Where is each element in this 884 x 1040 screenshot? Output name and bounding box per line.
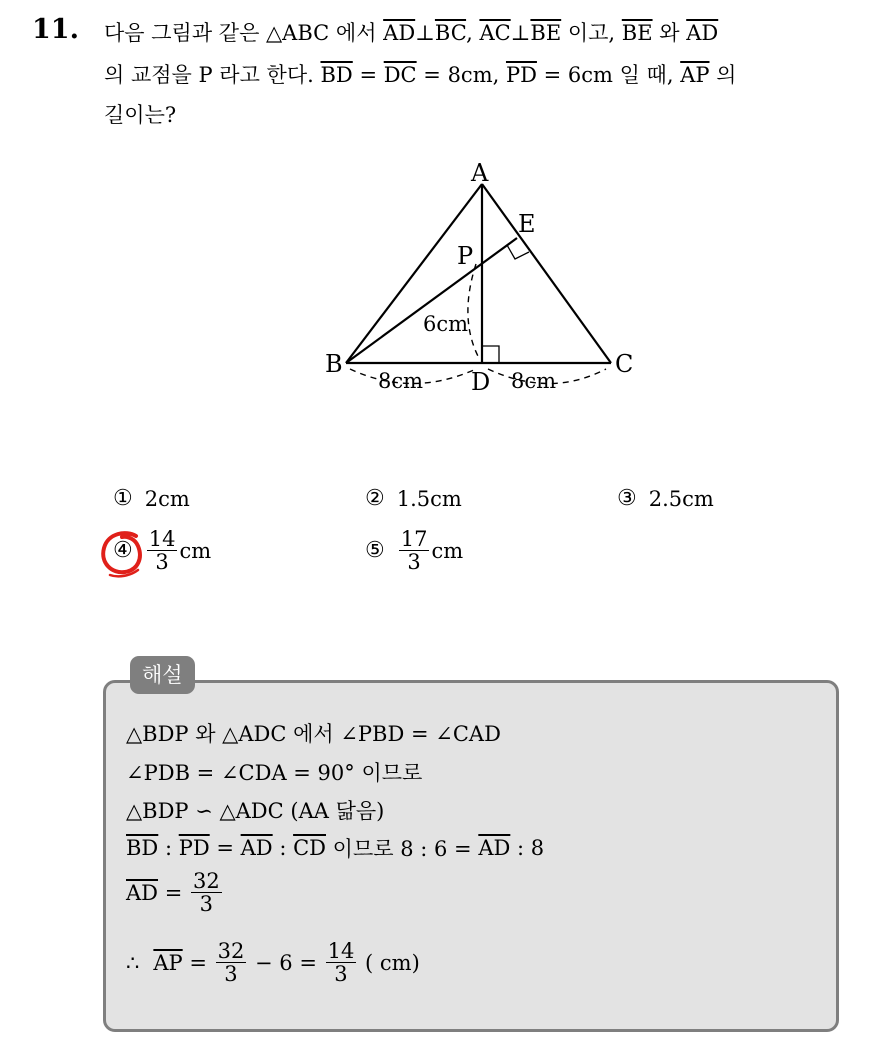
expl-unit: ( cm): [358, 950, 420, 975]
explanation-line-5: [126, 870, 224, 915]
explanation-line-6: [126, 940, 420, 985]
overline-segment: $\overline{DC}$: [383, 63, 417, 87]
explanation-line-1: [126, 718, 501, 748]
therefore-symbol: ∴: [126, 950, 140, 975]
explanation-line-3: [126, 795, 384, 825]
choice-2-mark: ②: [365, 486, 385, 511]
text-segment: 이므로 8 : 6 =: [326, 837, 479, 861]
text-segment: 이고,: [561, 21, 622, 45]
text-segment: :: [272, 836, 294, 860]
choice-1-mark: ①: [113, 486, 133, 511]
explanation-line-2: [126, 757, 422, 787]
overline-segment: $\overline{AD}$: [240, 836, 273, 860]
explanation-line-4: [126, 833, 544, 863]
choice-5-denominator: 3: [407, 550, 421, 575]
text-segment: =: [209, 836, 241, 860]
label-b: B: [325, 350, 343, 378]
choice-5-numerator: 17: [400, 527, 428, 551]
choice-3[interactable]: [617, 486, 714, 511]
expl-frac-32-3: [191, 870, 222, 915]
expl-frac-den-2: 3: [334, 962, 348, 987]
label-bd-length: 8cm: [378, 369, 424, 393]
overline-segment: $\overline{CD}$: [293, 836, 326, 860]
expl-frac-14-3: [326, 940, 357, 985]
expl-frac-32-3-b: [216, 940, 247, 985]
choice-1-text: 2cm: [144, 486, 190, 511]
text-segment: : 8: [510, 836, 545, 860]
overline-segment: $\overline{PD}$: [505, 63, 537, 87]
question-line-1: [104, 17, 718, 47]
overline-segment: $\overline{BC}$: [434, 21, 467, 45]
overline-segment: $\overline{AD}$: [478, 836, 511, 860]
choice-4-unit: cm: [179, 538, 212, 563]
choice-2[interactable]: [365, 486, 462, 511]
overline-segment: $\overline{PD}$: [178, 836, 210, 860]
dashed-arc-pd: [468, 264, 480, 360]
choice-3-mark: ③: [617, 486, 637, 511]
explanation-tag: 해설: [130, 656, 195, 694]
expl-frac-num-2: 14: [327, 939, 355, 963]
expl-eq1: =: [182, 950, 214, 975]
text-segment: ∠PDB = ∠CDA = 90° 이므로: [126, 761, 423, 785]
choice-5[interactable]: [365, 528, 463, 573]
choice-4-numerator: 14: [148, 527, 176, 551]
text-segment: ⊥: [510, 21, 531, 45]
expl-frac-den: 3: [199, 892, 214, 917]
overline-segment: $\overline{BD}$: [126, 836, 159, 860]
text-segment: :: [158, 836, 179, 860]
side-ac: [482, 184, 611, 363]
text-segment: 의 교점을 P 라고 한다.: [104, 63, 321, 87]
text-segment: 와: [652, 21, 687, 45]
choice-2-text: 1.5cm: [396, 486, 462, 511]
label-e: E: [518, 210, 536, 238]
label-p: P: [457, 242, 474, 270]
text-segment: = 6cm 일 때,: [536, 63, 681, 87]
text-segment: △BDP ∽ △ADC (AA 닮음): [126, 799, 385, 823]
text-segment: =: [352, 63, 384, 87]
segment-be: [346, 238, 517, 363]
label-d: D: [471, 368, 491, 396]
expl-frac-num: 32: [192, 869, 220, 893]
overline-segment: $\overline{AD}$: [383, 21, 416, 45]
choice-4-denominator: 3: [155, 550, 169, 575]
text-segment: 길이는?: [104, 103, 177, 127]
choice-5-fraction: [399, 528, 430, 573]
choice-5-mark: ⑤: [365, 538, 385, 564]
question-line-3: [104, 99, 176, 129]
right-angle-d: [482, 346, 499, 363]
question-number: 11.: [32, 14, 79, 45]
expl-ap: $\overline{AP}$: [153, 950, 183, 975]
overline-segment: $\overline{BD}$: [320, 63, 353, 87]
triangle-figure: [300, 150, 660, 410]
label-pd-length: 6cm: [423, 312, 469, 336]
expl-eq: =: [158, 880, 189, 905]
text-segment: ⊥: [415, 21, 435, 45]
text-segment: 다음 그림과 같은 △ABC 에서: [104, 21, 384, 45]
label-dc-length: 8cm: [511, 369, 557, 393]
choice-3-text: 2.5cm: [648, 486, 714, 511]
expl-ad: $\overline{AD}$: [126, 880, 159, 905]
side-ab: [346, 184, 482, 363]
text-segment: ,: [466, 21, 480, 45]
overline-segment: $\overline{BE}$: [621, 21, 653, 45]
choice-4-mark: ④: [113, 538, 133, 564]
overline-segment: $\overline{BE}$: [530, 21, 562, 45]
choice-1[interactable]: [113, 486, 190, 511]
expl-frac-den-1: 3: [224, 962, 238, 987]
choice-4-fraction: [147, 528, 178, 573]
label-a: A: [471, 159, 489, 187]
question-line-2: [104, 59, 736, 89]
answer-circle-mark: [98, 528, 148, 580]
expl-minus: − 6 =: [248, 950, 324, 975]
text-segment: △BDP 와 △ADC 에서 ∠PBD = ∠CAD: [126, 722, 501, 746]
right-angle-e: [507, 245, 529, 259]
label-c: C: [615, 350, 634, 378]
choice-5-unit: cm: [431, 538, 464, 563]
expl-frac-num-1: 32: [217, 939, 245, 963]
text-segment: = 8cm,: [416, 63, 506, 87]
text-segment: 의: [709, 63, 737, 87]
overline-segment: $\overline{AC}$: [479, 21, 511, 45]
overline-segment: $\overline{AD}$: [686, 21, 719, 45]
overline-segment: $\overline{AP}$: [680, 63, 710, 87]
